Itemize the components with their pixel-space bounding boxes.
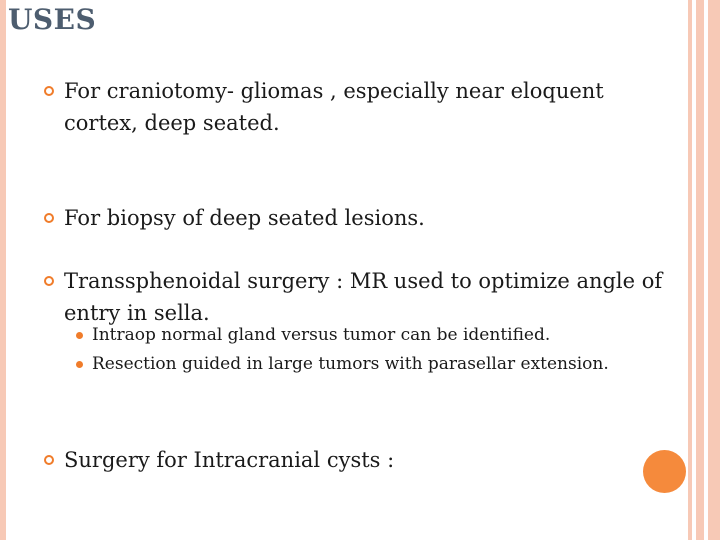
right-decor-stripe bbox=[696, 0, 704, 540]
ring-bullet-icon bbox=[44, 455, 54, 465]
decor-circle-icon bbox=[643, 450, 686, 493]
right-decor-stripe bbox=[688, 0, 692, 540]
sub-bullet-text: Intraop normal gland versus tumor can be identified. bbox=[92, 325, 551, 345]
slide-title: USES bbox=[8, 3, 97, 36]
bullet-text: Transsphenoidal surgery : MR used to optimize angle of entry in sella. bbox=[64, 269, 663, 325]
dot-bullet-icon bbox=[76, 332, 83, 339]
bullet-text: Surgery for Intracranial cysts : bbox=[64, 448, 395, 472]
ring-bullet-icon bbox=[44, 276, 54, 286]
sub-bullet-text: Resection guided in large tumors with parasellar extension. bbox=[92, 354, 609, 374]
left-decor-bar bbox=[0, 0, 6, 540]
bullet-text: For biopsy of deep seated lesions. bbox=[64, 206, 425, 230]
dot-bullet-icon bbox=[76, 361, 83, 368]
ring-bullet-icon bbox=[44, 213, 54, 223]
bullet-text: For craniotomy- gliomas , especially near eloquent cortex, deep seated. bbox=[64, 79, 604, 135]
right-decor-stripe bbox=[708, 0, 720, 540]
ring-bullet-icon bbox=[44, 86, 54, 96]
